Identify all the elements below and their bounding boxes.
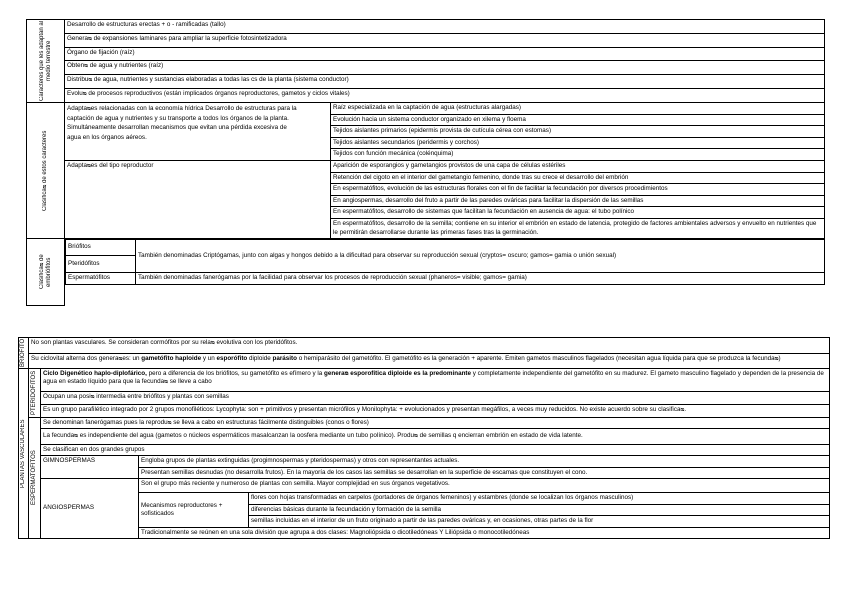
adaptation-row: Desarrollo de estructuras erectas + o - ramificadas (tallo) [65,20,825,34]
adaptation-row: Generaᴓ de expansiones laminares para ampliar la superficie fotosintetizadora [65,33,825,47]
reproductive-item: En angiospermas, desarrollo del fruto a partir de las paredes ováricas para facilitar la dispersión de las semillas [331,195,825,207]
reproductive-item: En espermatófitos, desarrollo de la semilla; contiene en su interior el embrión en estado de latencia, protegido de factores ambientales adversos y envuelto en nutrientes que le permitirán desarrollarse durante las primeras fases tras la germinación. [331,218,825,238]
embryophyte-groups [65,239,825,285]
plant-groups-table [18,337,830,539]
hydric-item: Tejidos con función mecánica (colénquima) [331,149,825,161]
bryophyte-label: BRIÓFITO [19,338,29,369]
angiosperms-label: ANGIOSPERMAS [41,479,139,539]
group-pteridophytes: Pteridófitos [66,256,136,273]
bryophyte-row-1: No son plantas vasculares. Se consideran cormófitos por su relaᴓ evolutiva con los pteridófitos. [29,338,830,354]
group-bryophytes: Briófitos [66,240,136,256]
mechanism-item: diferencias básicas durante la fecundación y formación de la semilla [249,504,830,515]
adaptation-row: Distribuᴓ de agua, nutrientes y sustancias elaboradas a todas las cs de la planta (sistema conductor) [65,75,825,89]
hydric-item: Evolución hacia un sistema conductor organizado en xilema y floema [331,114,825,126]
gymnosperm-row-1: Engloba grupos de plantas extinguidas (progimnospermas y pteridospermas) y otros con representantes actuales. [139,456,830,467]
reproductive-adaptations-text: Adaptaᴓes del tipo reproductor [65,160,331,238]
reproductive-mechanisms-label: Mecanismos reproductores + sofisticados [139,493,249,527]
hydric-adaptations-text: Adaptaᴓes relacionadas con la economía hídrica Desarrollo de estructuras para la captación de agua y nutrientes y su transporte a todos los órganos de la planta. Simultáneamente desarrollan mecanismos que evitan una pérdida excesiva de agua en los órganos aéreos. [65,103,331,161]
angiosperm-row-1: Son el grupo más reciente y numeroso de plantas con semilla. Mayor complejidad en sus órganos vegetativos. [139,479,830,493]
reproductive-item: Aparición de esporangios y gametangios provistos de una capa de células estériles [331,160,825,172]
spermatophyte-row-3: Se clasifican en dos grandes grupos [41,444,830,455]
group-spermatophytes: Espermatófitos [66,273,136,285]
cryptogams-note: También denominadas Criptógamas, junto con algas y hongos debido a la dificultad para observar su reproducción sexual (cryptos= oscuro; gamos= gamia o unión sexual) [136,240,825,273]
spermatophytes-label: ESPERMATÓFITOS [29,418,41,539]
hydric-item: Raíz especializada en la captación de agua (estructuras alargadas) [331,103,825,115]
reproductive-item: En espermatófitos, evolución de las estructuras florales con el fin de facilitar la fecundación por diversos procedimientos [331,184,825,196]
reproductive-item: Retención del cigoto en el interior del gametangio femenino, donde tras su crece el desarrollo del embrión [331,172,825,184]
section-label-adaptations: Caracteres que les adaptan al medio terrestre [27,20,65,103]
gymnosperms-label: GIMNOSPERMAS [41,456,139,479]
reproductive-item: En espermatófitos, desarrollo de sistemas que facilitan la fecundación en ausencia de agua: el tubo polínico [331,207,825,219]
gymnosperm-row-2: Presentan semillas desnudas (no desarrolla frutos). En la mayoría de los casos las semillas se desarrollan en la superficie de escamas que constituyen el cono. [139,467,830,478]
pteridophytes-label: PTERIDÓFITOS [29,369,41,418]
pteridophyte-row-3: Es un grupo parafilético integrado por 2 grupos monofiléticos: Lycophyta: son + primitivos y presentan micrófilos y Monilophyta: + evolucionados y presentan megáfilos, a veces muy reducidos. No existe acuerdo sobre su clasificaᴓ. [41,404,830,417]
mechanism-item: flores con hojas transformadas en carpelos (portadores de órganos femeninos) y estambres (donde se localizan los órganos masculinos) [249,493,830,504]
spermatophyte-row-2: La fecundaᴓ es independiente del agua (gametos o núcleos espermáticos masalcanzan la oosfera mediante un tubo polínico). Produᴓ de semillas q encierran embrión en estado de vida latente. [41,429,830,444]
embryophyte-groups-table [65,239,825,285]
section-label-embryophytes: Clasificaᴓ de embriófitos [27,239,65,306]
adaptation-row: Evoluᴓ de procesos reproductivos (están implicados órganos reproductores, gametos y ciclos vitales) [65,89,825,103]
vascular-plants-label: PLANTAS VASCULARES [19,369,29,539]
mechanism-item: semillas incluidas en el interior de un fruto originado a partir de las paredes ováricas y, en ocasiones, otras partes de la flor [249,516,830,527]
angiosperm-row-2: Tradicionalmente se reúnen en una sola división que agrupa a dos clases: Magnoliópsida o dicotiledóneas Y Liliópsida o monocotiledóneas [139,527,830,538]
embryophyte-characters-table [26,19,825,306]
adaptation-row: Órgano de fijación (raíz) [65,47,825,61]
phanerogams-note: También denominadas fanerógamas por la facilidad para observar los procesos de reproducción sexual (phaneros= visible; gamos= gamia) [136,273,825,285]
bryophyte-row-2: Su ciclovital alterna dos generaᴓes: un gametófito haploide y un esporófito diploide parásito o hemiparásito del gametófito. El gametófito es la generación + aparente. Emiten gametos masculinos flagelados (necesitan agua líquida para que se produzca la fecundaᴓ) [29,353,830,369]
section-label-classification: Clasificaᴓ de estos caracteres [27,103,65,239]
spermatophyte-row-1: Se denominan fanerógamas pues la reproduᴓ se lleva a cabo en estructuras fácilmente distinguibles (conos o flores) [41,418,830,429]
hydric-item: Tejidos aislantes secundarios (peridermis y corchos) [331,137,825,149]
pteridophyte-row-1: Ciclo Digenético haplo-diplofárico, pero a diferencia de los briófitos, su gametófito es efímero y la generaᴓ esporofítica diploide es la predominante y completamente independiente del gametófito en su madurez. El gameto masculino flagelado y dependen de la presencia de agua en estado líquido para que la fecundaᴓ se lleve a cabo [41,369,830,392]
pteridophyte-row-2: Ocupan una posiᴓ intermedia entre briófitos y plantas con semillas [41,391,830,404]
hydric-item: Tejidos aislantes primarios (epidermis provista de cutícula cérea con estomas) [331,126,825,138]
adaptation-row: Obtenᴓ de agua y nutrientes (raíz) [65,61,825,75]
